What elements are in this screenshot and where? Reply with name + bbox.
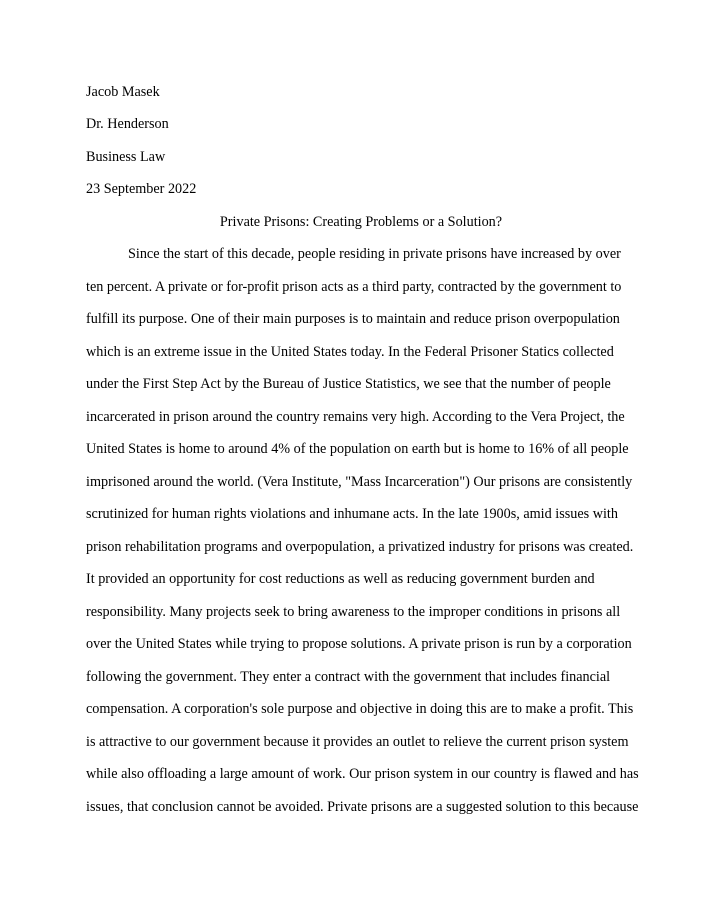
body-line: responsibility. Many projects seek to bring awareness to the improper conditions in prisons all [86, 603, 621, 620]
body-line: issues, that conclusion cannot be avoided. Private prisons are a suggested solution to this because [86, 798, 639, 815]
body-line: prison rehabilitation programs and overpopulation, a privatized industry for prisons was created. [86, 538, 634, 555]
body-line: fulfill its purpose. One of their main purposes is to maintain and reduce prison overpopulation [86, 311, 620, 327]
body-line: incarcerated in prison around the country remains very high. According to the Vera Project, the [86, 408, 625, 425]
body-line: while also offloading a large amount of work. Our prison system in our country is flawed and has [86, 766, 639, 782]
body-line: which is an extreme issue in the United States today. In the Federal Prisoner Statics collected [86, 343, 614, 360]
body-line: imprisoned around the world. (Vera Institute, "Mass Incarceration") Our prisons are consistently [86, 473, 633, 490]
body-paragraph [86, 245, 646, 830]
body-line: under the First Step Act by the Bureau of Justice Statistics, we see that the number of people [86, 376, 611, 392]
document-date: 23 September 2022 [86, 181, 197, 197]
body-line: Since the start of this decade, people residing in private prisons have increased by over [128, 246, 621, 262]
author-name: Jacob Masek [86, 84, 160, 100]
body-line: United States is home to around 4% of the population on earth but is home to 16% of all people [86, 441, 629, 457]
document-title: Private Prisons: Creating Problems or a Solution? [219, 214, 503, 230]
body-line: following the government. They enter a contract with the government that includes financial [86, 668, 611, 685]
body-line: over the United States while trying to propose solutions. A private prison is run by a corporation [86, 636, 632, 652]
body-line: scrutinized for human rights violations and inhumane acts. In the late 1900s, amid issues with [86, 506, 618, 522]
instructor-name: Dr. Henderson [86, 116, 169, 132]
course-name: Business Law [86, 149, 166, 165]
body-line: ten percent. A private or for-profit prison acts as a third party, contracted by the government to [86, 278, 622, 295]
body-line: It provided an opportunity for cost reductions as well as reducing government burden and [86, 571, 595, 587]
body-line: compensation. A corporation's sole purpose and objective in doing this are to make a profit. This [86, 701, 634, 717]
body-line: is attractive to our government because it provides an outlet to relieve the current prison system [86, 733, 629, 750]
